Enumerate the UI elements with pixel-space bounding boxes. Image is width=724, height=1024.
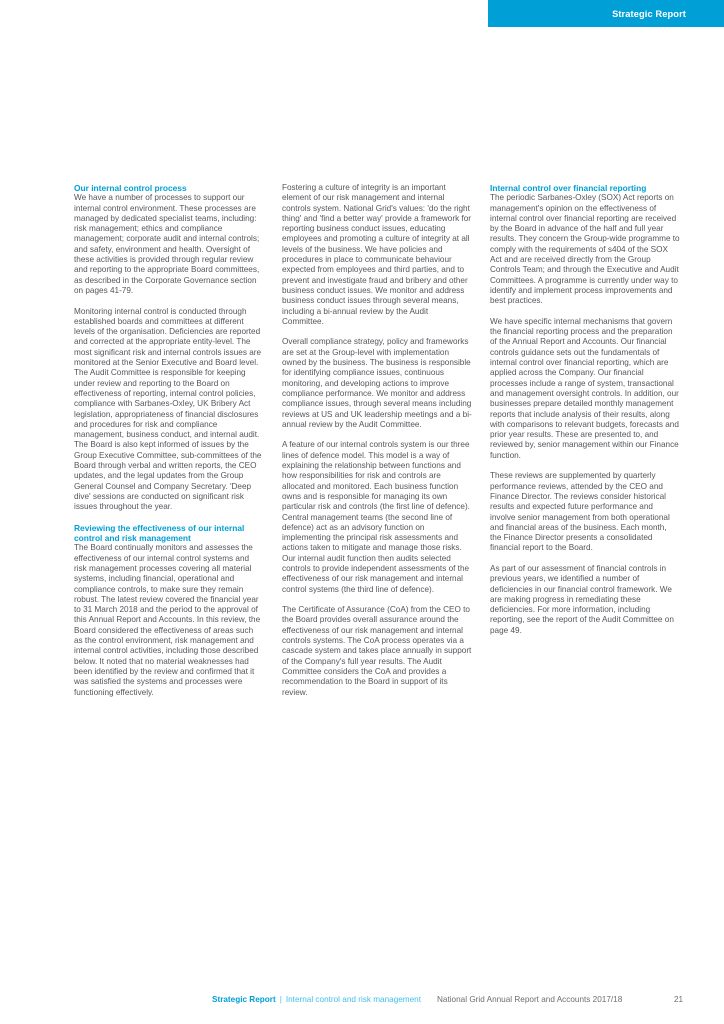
section-heading-financial-reporting: Internal control over financial reporting [490,183,647,193]
section-heading-internal-control-process: Our internal control process [74,183,187,193]
footer-page-number: 21 [674,995,684,1004]
footer-page-context: Internal control and risk management [285,995,422,1004]
paragraph: Overall compliance strategy, policy and frameworks are set at the Group-level with implementation owned by the business. The business is responsible for identifying compliance issues, continuous monitoring, and developing actions to improve compliance performance. We monitor and address compliance issues, through several means including reviews at US and UK leadership meetings and a bi-annual review by the Audit Committee. [282,337,472,429]
section-heading-reviewing-effectiveness: Reviewing the effectiveness of our internal control and risk management [74,522,245,544]
paragraph: These reviews are supplemented by quarterly performance reviews, attended by the CEO and Finance Director. The reviews consider historical results and expected future performance and involve senior management from both operational and financial areas of the business. Each month, the Finance Director presents a consolidated financial report to the Board. [490,471,670,553]
paragraph: The periodic Sarbanes-Oxley (SOX) Act reports on management's opinion on the effectiveness of internal control over financial reporting are received by the Board in advance of the half and full year results. They concern the Group-wide programme to comply with the requirements of s404 of the SOX Act and are received directly from the Group Controls Team; and through the Executive and Audit Committees. A programme is currently under way to identify and implement process improvements and best practices. [490,193,680,306]
paragraph: Fostering a culture of integrity is an important element of our risk management and internal controls system. National Grid's values: 'do the right thing' and 'find a better way' provide a framework for reporting business conduct issues, educating employees and promoting a culture of integrity at all levels of the business. We have policies and procedures in place to communicate behaviour expected from employees and third parties, and to prevent and investigate fraud and bribery and other business conduct issues. We monitor and address business conduct issues through several means, including a bi-annual review by the Audit Committee. [282,183,472,326]
footer-breadcrumb [212,995,421,1005]
column-3 [490,183,680,708]
section-tab [488,0,724,27]
page-footer [0,995,724,1007]
footer-section-label: Strategic Report [212,995,276,1004]
paragraph: We have specific internal mechanisms that govern the financial reporting process and the preparation of the Annual Report and Accounts. Our financial controls guidance sets out the fundamentals of internal control over financial reporting, which are applied across the Company. Our financial processes include a range of system, transactional and management oversight controls. In addition, our businesses prepare detailed monthly management reports that include analysis of their results, along with comparisons to relevant budgets, forecasts and prior year results. These are presented to, and reviewed by, senior management within our Finance function. [490,316,679,460]
paragraph: The Certificate of Assurance (CoA) from the CEO to the Board provides overall assurance around the effectiveness of our risk management and internal controls systems. The CoA process operates via a cascade system and takes place annually in support of the Company's full year results. The Audit Committee considers the CoA and provides a recommendation to the Board in support of its review. [282,605,472,697]
paragraph: The Board continually monitors and assesses the effectiveness of our internal control systems and risk management processes covering all material systems, including financial, operational and compliance controls, to make sure they remain robust. The latest review covered the financial year to 31 March 2018 and the period to the approval of this Annual Report and Accounts. In this review, the Board considered the effectiveness of areas such as the control environment, risk management and internal control activities, including those described below. It noted that no material weaknesses had been identified by the review and confirmed that it was satisfied the systems and processes were functioning effectively. [74,543,261,697]
paragraph: Monitoring internal control is conducted through established boards and committees at different levels of the organisation. Deficiencies are reported and corrected at the appropriate entity-level. The most significant risk and internal controls issues are monitored at the Senior Executive and Board level. The Audit Committee is responsible for keeping under review and reporting to the Board on effectiveness of reporting, internal control policies, compliance with Sarbanes-Oxley, UK Bribery Act legislation, appropriateness of financial disclosures and procedures for risk and compliance management, business conduct, and internal audit. The Board is also kept informed of issues by the Group Executive Committee, sub-committees of the Board through verbal and written reports, the CEO updates, and the legal updates from the Group General Counsel and Company Secretary. 'Deep dive' sessions are conducted on significant risk issues throughout the year. [74,306,262,512]
paragraph: We have a number of processes to support our internal control environment. These processes are managed by dedicated specialist teams, including: risk management; ethics and compliance management; corporate audit and internal controls; and safety, environment and health. Oversight of these activities is provided through regular review and reporting to the appropriate Board committees, as described in the Corporate Governance section on pages 41-79. [74,193,260,295]
footer-report-title: National Grid Annual Report and Accounts 2017/18 [437,995,623,1004]
column-2 [282,183,472,708]
page-content [74,183,680,708]
paragraph: As part of our assessment of financial controls in previous years, we identified a number of deficiencies in our financial control framework. We are making progress in remediating these deficiencies. For more information, including reporting, see the report of the Audit Committee on page 49. [490,563,674,635]
column-1 [74,183,264,708]
section-tab-label: Strategic Report [612,8,686,19]
paragraph: A feature of our internal controls system is our three lines of defence model. This model is a way of explaining the relationship between functions and how responsibilities for risk and controls are allocated and monitored. Each business function owns and is responsible for managing its own particular risk and controls (the first line of defence). Central management teams (the second line of defence) act as an advisory function on implementing the principal risk assessments and actions taken to mitigate and manage those risks. Our internal audit function then audits selected controls to provide independent assessments of the effectiveness of our risk management and internal control systems (the third line of defence). [282,440,470,594]
footer-separator: | [279,995,282,1004]
